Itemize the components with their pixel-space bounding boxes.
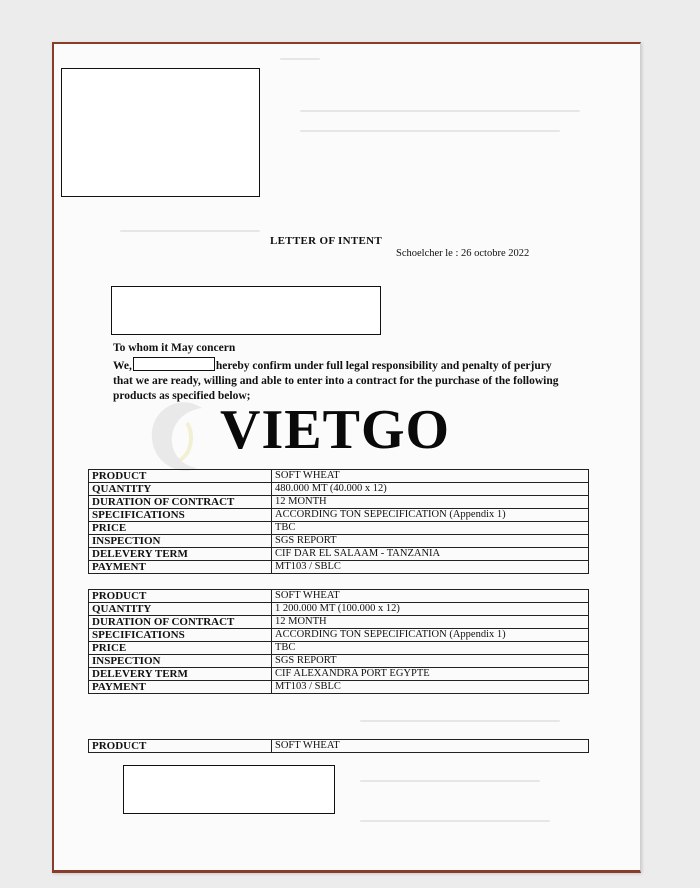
spec-label: PRICE [89, 642, 272, 655]
spec-label: PRICE [89, 522, 272, 535]
faded-logo-icon [142, 398, 212, 478]
spec-value: SGS REPORT [272, 655, 589, 668]
scan-mark [360, 720, 560, 722]
spec-label: DELEVERY TERM [89, 548, 272, 561]
spec-value: TBC [272, 642, 589, 655]
spec-value: SOFT WHEAT [272, 590, 589, 603]
spec-value: 480.000 MT (40.000 x 12) [272, 483, 589, 496]
spec-table-2 [88, 589, 589, 694]
spec-value: ACCORDING TON SEPECIFICATION (Appendix 1) [272, 509, 589, 522]
scan-mark [300, 110, 580, 112]
spec-label: DURATION OF CONTRACT [89, 496, 272, 509]
spec-row [89, 561, 589, 574]
spec-row [89, 655, 589, 668]
spec-label: INSPECTION [89, 535, 272, 548]
spec-value: ACCORDING TON SEPECIFICATION (Appendix 1) [272, 629, 589, 642]
spec-value: CIF ALEXANDRA PORT EGYPTE [272, 668, 589, 681]
spec-table-1 [88, 469, 589, 574]
spec-row [89, 483, 589, 496]
spec-label: QUANTITY [89, 603, 272, 616]
spec-row [89, 590, 589, 603]
redacted-recipient [111, 286, 381, 335]
letter-title: LETTER OF INTENT [270, 235, 382, 247]
spec-row [89, 548, 589, 561]
redacted-letterhead [61, 68, 260, 197]
spec-value: SOFT WHEAT [272, 740, 589, 753]
spec-row [89, 535, 589, 548]
spec-row [89, 616, 589, 629]
spec-row [89, 629, 589, 642]
watermark-text: VIETGO [220, 399, 451, 461]
spec-value: 12 MONTH [272, 616, 589, 629]
spec-label: QUANTITY [89, 483, 272, 496]
spec-row [89, 668, 589, 681]
spec-row [89, 470, 589, 483]
salutation: To whom it May concern [113, 342, 236, 354]
redacted-company-name [133, 357, 215, 371]
spec-row [89, 740, 589, 753]
scan-mark [120, 230, 260, 232]
spec-label: DURATION OF CONTRACT [89, 616, 272, 629]
spec-label: PRODUCT [89, 470, 272, 483]
spec-table-3 [88, 739, 589, 753]
scan-mark [360, 820, 550, 822]
spec-value: CIF DAR EL SALAAM - TANZANIA [272, 548, 589, 561]
spec-row [89, 603, 589, 616]
spec-row [89, 509, 589, 522]
spec-value: 12 MONTH [272, 496, 589, 509]
spec-label: SPECIFICATIONS [89, 629, 272, 642]
spec-label: INSPECTION [89, 655, 272, 668]
place-date: Schoelcher le : 26 octobre 2022 [396, 248, 530, 259]
spec-value: SOFT WHEAT [272, 470, 589, 483]
spec-label: PRODUCT [89, 740, 272, 753]
scan-mark [360, 780, 540, 782]
redacted-signature [123, 765, 335, 814]
spec-value: 1 200.000 MT (100.000 x 12) [272, 603, 589, 616]
spec-row [89, 681, 589, 694]
spec-value: TBC [272, 522, 589, 535]
spec-label: PAYMENT [89, 681, 272, 694]
body-prefix: We, [113, 360, 132, 372]
spec-label: SPECIFICATIONS [89, 509, 272, 522]
scan-mark [300, 130, 560, 132]
spec-label: DELEVERY TERM [89, 668, 272, 681]
spec-row [89, 642, 589, 655]
spec-value: SGS REPORT [272, 535, 589, 548]
spec-label: PRODUCT [89, 590, 272, 603]
spec-value: MT103 / SBLC [272, 681, 589, 694]
spec-row [89, 496, 589, 509]
body-rest: hereby confirm under full legal responsibility and penalty of perjury that we are ready, willing and able to enter into a contract for the purchase of the following products as specified below; [113, 360, 559, 402]
spec-label: PAYMENT [89, 561, 272, 574]
letter-body [113, 357, 563, 404]
spec-value: MT103 / SBLC [272, 561, 589, 574]
scan-mark [280, 58, 320, 60]
spec-row [89, 522, 589, 535]
